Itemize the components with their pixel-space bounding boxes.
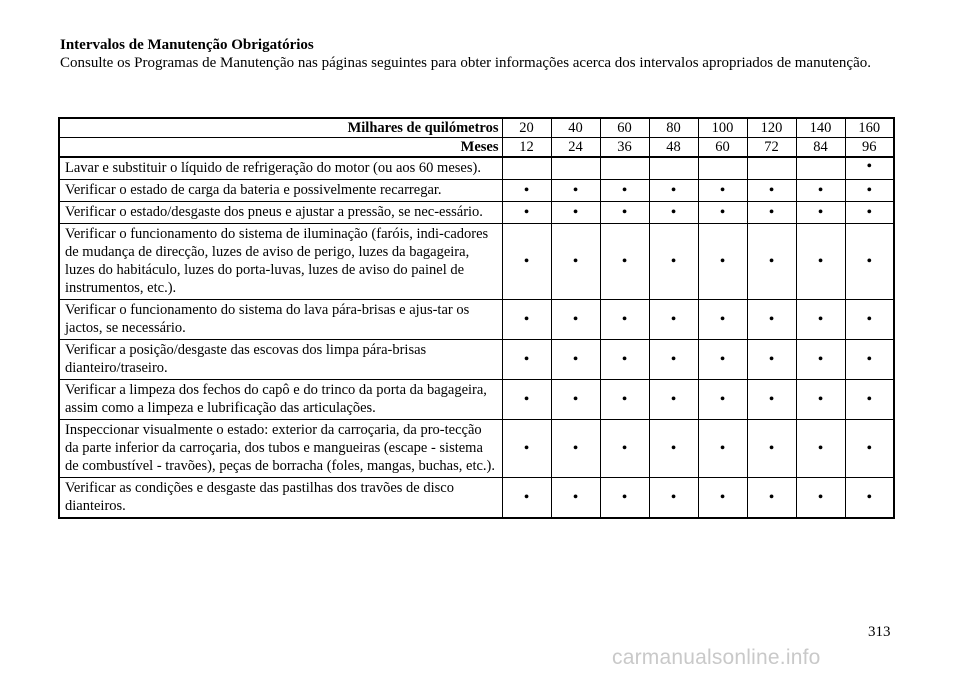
interval-marker: • bbox=[600, 340, 649, 380]
km-header-value: 40 bbox=[551, 118, 600, 138]
task-description: Verificar o estado de carga da bateria e possivelmente recarregar. bbox=[59, 180, 502, 202]
interval-marker: • bbox=[698, 380, 747, 420]
interval-marker: • bbox=[551, 300, 600, 340]
interval-marker: • bbox=[747, 478, 796, 519]
maintenance-interval-table bbox=[58, 117, 895, 519]
interval-cell-empty bbox=[600, 157, 649, 180]
interval-marker: • bbox=[796, 380, 845, 420]
interval-marker: • bbox=[502, 180, 551, 202]
months-header-value: 36 bbox=[600, 138, 649, 158]
interval-marker: • bbox=[845, 420, 894, 478]
interval-marker: • bbox=[649, 300, 698, 340]
km-header-value: 100 bbox=[698, 118, 747, 138]
task-description: Verificar o funcionamento do sistema do lava pára-brisas e ajus-tar os jactos, se necessário. bbox=[59, 300, 502, 340]
km-header-value: 140 bbox=[796, 118, 845, 138]
interval-cell-empty bbox=[698, 157, 747, 180]
interval-marker: • bbox=[845, 380, 894, 420]
table-row bbox=[59, 420, 894, 478]
interval-marker: • bbox=[551, 380, 600, 420]
task-description: Inspeccionar visualmente o estado: exterior da carroçaria, da pro-tecção da parte inferior da carroçaria, dos tubos e mangueiras (escape - sistema de combustível - travões), peças de borracha (foles, mangas, buchas, etc.). bbox=[59, 420, 502, 478]
interval-cell-empty bbox=[551, 157, 600, 180]
interval-cell-empty bbox=[502, 157, 551, 180]
interval-marker: • bbox=[845, 224, 894, 300]
table-row bbox=[59, 300, 894, 340]
interval-marker: • bbox=[747, 202, 796, 224]
watermark: carmanualsonline.info bbox=[612, 646, 821, 669]
interval-marker: • bbox=[796, 478, 845, 519]
page-number: 313 bbox=[868, 624, 891, 640]
interval-marker: • bbox=[845, 478, 894, 519]
interval-marker: • bbox=[796, 300, 845, 340]
interval-marker: • bbox=[600, 180, 649, 202]
interval-marker: • bbox=[845, 157, 894, 180]
interval-marker: • bbox=[747, 224, 796, 300]
interval-marker: • bbox=[649, 478, 698, 519]
interval-marker: • bbox=[502, 300, 551, 340]
interval-marker: • bbox=[551, 420, 600, 478]
km-header-value: 120 bbox=[747, 118, 796, 138]
interval-marker: • bbox=[747, 380, 796, 420]
months-header-label: Meses bbox=[59, 138, 502, 158]
table-row bbox=[59, 380, 894, 420]
interval-marker: • bbox=[845, 340, 894, 380]
interval-marker: • bbox=[600, 478, 649, 519]
table-row bbox=[59, 180, 894, 202]
interval-marker: • bbox=[845, 180, 894, 202]
interval-marker: • bbox=[698, 420, 747, 478]
table-row bbox=[59, 157, 894, 180]
interval-marker: • bbox=[698, 340, 747, 380]
interval-marker: • bbox=[600, 300, 649, 340]
interval-marker: • bbox=[502, 202, 551, 224]
task-description: Lavar e substituir o líquido de refrigeração do motor (ou aos 60 meses). bbox=[59, 157, 502, 180]
months-header-value: 12 bbox=[502, 138, 551, 158]
interval-marker: • bbox=[747, 340, 796, 380]
interval-marker: • bbox=[502, 478, 551, 519]
interval-marker: • bbox=[796, 202, 845, 224]
interval-marker: • bbox=[551, 180, 600, 202]
months-header-value: 96 bbox=[845, 138, 894, 158]
interval-marker: • bbox=[551, 478, 600, 519]
interval-marker: • bbox=[502, 224, 551, 300]
header-row-km bbox=[59, 118, 894, 138]
km-header-value: 60 bbox=[600, 118, 649, 138]
task-description: Verificar o estado/desgaste dos pneus e ajustar a pressão, se nec-essário. bbox=[59, 202, 502, 224]
interval-marker: • bbox=[796, 224, 845, 300]
interval-marker: • bbox=[796, 340, 845, 380]
table-row bbox=[59, 224, 894, 300]
task-description: Verificar a posição/desgaste das escovas dos limpa pára-brisas dianteiro/traseiro. bbox=[59, 340, 502, 380]
interval-marker: • bbox=[845, 300, 894, 340]
header-row-months bbox=[59, 138, 894, 158]
km-header-label: Milhares de quilómetros bbox=[59, 118, 502, 138]
interval-cell-empty bbox=[747, 157, 796, 180]
interval-marker: • bbox=[600, 380, 649, 420]
interval-marker: • bbox=[698, 300, 747, 340]
interval-marker: • bbox=[649, 224, 698, 300]
interval-marker: • bbox=[649, 202, 698, 224]
km-header-value: 20 bbox=[502, 118, 551, 138]
months-header-value: 72 bbox=[747, 138, 796, 158]
interval-cell-empty bbox=[796, 157, 845, 180]
interval-marker: • bbox=[698, 478, 747, 519]
table-row bbox=[59, 478, 894, 519]
interval-marker: • bbox=[600, 224, 649, 300]
km-header-value: 160 bbox=[845, 118, 894, 138]
task-description: Verificar o funcionamento do sistema de iluminação (faróis, indi-cadores de mudança de direcção, luzes de aviso de perigo, luzes da bagageira, luzes do habitáculo, luzes do porta-luvas, luzes de aviso do painel de instrumentos, etc.). bbox=[59, 224, 502, 300]
months-header-value: 84 bbox=[796, 138, 845, 158]
interval-cell-empty bbox=[649, 157, 698, 180]
interval-marker: • bbox=[551, 202, 600, 224]
months-header-value: 24 bbox=[551, 138, 600, 158]
table-row bbox=[59, 340, 894, 380]
interval-marker: • bbox=[747, 180, 796, 202]
interval-marker: • bbox=[502, 380, 551, 420]
interval-marker: • bbox=[502, 420, 551, 478]
interval-marker: • bbox=[649, 380, 698, 420]
interval-marker: • bbox=[698, 224, 747, 300]
interval-marker: • bbox=[551, 224, 600, 300]
interval-marker: • bbox=[698, 202, 747, 224]
interval-marker: • bbox=[845, 202, 894, 224]
interval-marker: • bbox=[600, 202, 649, 224]
section-intro: Consulte os Programas de Manutenção nas páginas seguintes para obter informações acerca dos intervalos apropriados de manutenção. bbox=[60, 55, 871, 71]
interval-marker: • bbox=[796, 180, 845, 202]
table-body bbox=[59, 157, 894, 518]
interval-marker: • bbox=[649, 420, 698, 478]
interval-marker: • bbox=[747, 420, 796, 478]
task-description: Verificar as condições e desgaste das pastilhas dos travões de disco dianteiros. bbox=[59, 478, 502, 519]
interval-marker: • bbox=[600, 420, 649, 478]
interval-marker: • bbox=[747, 300, 796, 340]
km-header-value: 80 bbox=[649, 118, 698, 138]
interval-marker: • bbox=[698, 180, 747, 202]
interval-marker: • bbox=[649, 180, 698, 202]
months-header-value: 48 bbox=[649, 138, 698, 158]
section-heading: Intervalos de Manutenção Obrigatórios bbox=[60, 37, 314, 53]
interval-marker: • bbox=[551, 340, 600, 380]
interval-marker: • bbox=[649, 340, 698, 380]
months-header-value: 60 bbox=[698, 138, 747, 158]
interval-marker: • bbox=[796, 420, 845, 478]
table-row bbox=[59, 202, 894, 224]
task-description: Verificar a limpeza dos fechos do capô e do trinco da porta da bagageira, assim como a limpeza e lubrificação das articulações. bbox=[59, 380, 502, 420]
interval-marker: • bbox=[502, 340, 551, 380]
